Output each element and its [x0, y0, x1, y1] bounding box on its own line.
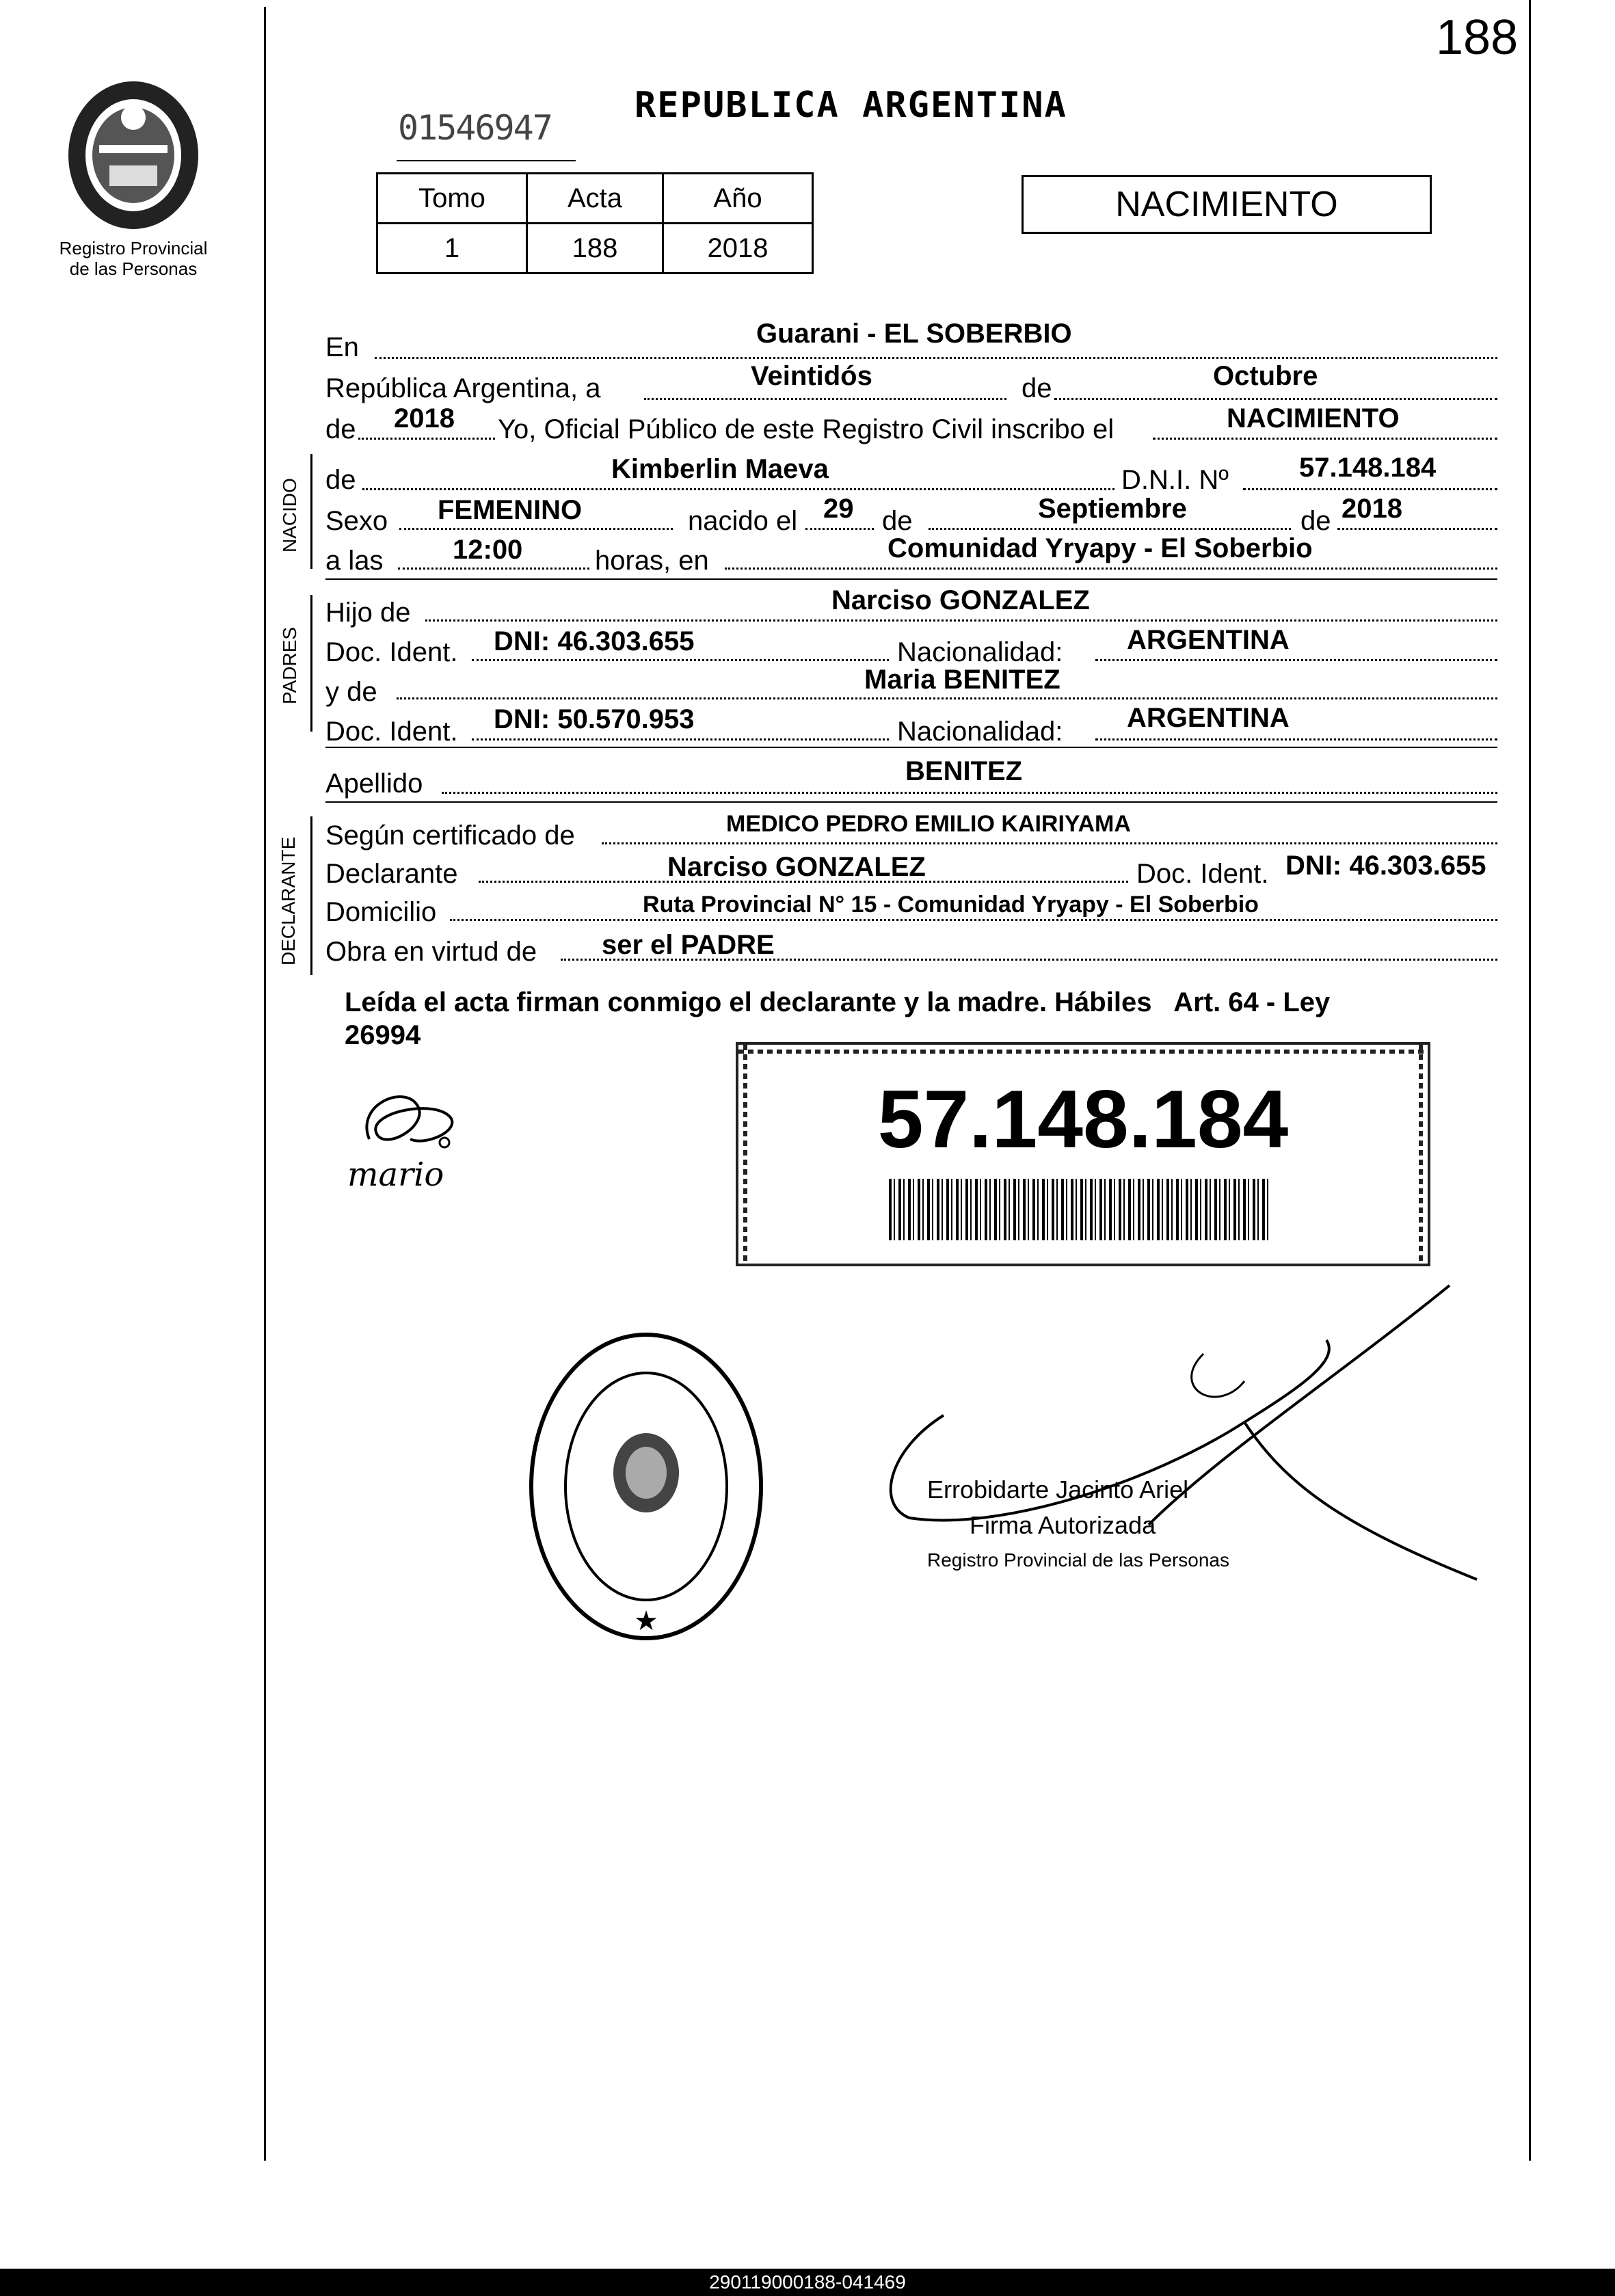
left-frame-line: [264, 7, 266, 2161]
inscription-month: Octubre: [1213, 361, 1318, 391]
birth-de-label2: de: [1300, 506, 1331, 536]
padres-separator: [325, 747, 1497, 748]
declarante-label: Declarante: [325, 859, 458, 889]
act-dots: [1153, 438, 1497, 440]
y-de-label: y de: [325, 677, 377, 707]
madre-doc-dots: [472, 738, 889, 740]
dni-barcode-label: [736, 1042, 1430, 1266]
hijo-de-label: Hijo de: [325, 598, 411, 628]
logo-caption-line2: de las Personas: [69, 258, 198, 279]
declarante-section-label: DECLARANTE: [278, 836, 299, 965]
declarante-bracket: [310, 816, 312, 975]
registry-seal: [526, 1329, 766, 1644]
apellido-value: BENITEZ: [905, 756, 1023, 786]
year-de-label: de: [325, 414, 356, 444]
sexo-dots: [399, 528, 673, 530]
table-header-anio: Año: [663, 174, 813, 224]
nacido-separator: [325, 578, 1497, 580]
birth-day: 29: [823, 494, 854, 524]
child-sexo: FEMENINO: [438, 495, 583, 525]
document-type-box: NACIMIENTO: [1022, 175, 1432, 234]
official-name: Errobidarte Jacinto Ariel: [927, 1476, 1189, 1504]
domicilio-value: Ruta Provincial N° 15 - Comunidad Yryapy - El Soberbio: [643, 892, 1259, 918]
nacido-bracket: [310, 454, 312, 569]
certificado-value: MEDICO PEDRO EMILIO KAIRIYAMA: [726, 811, 1131, 837]
place-label: En: [325, 332, 359, 362]
day-dots: [644, 398, 1006, 400]
oficial-text: Yo, Oficial Público de este Registro Civil inscribo el: [498, 414, 1115, 444]
name-dots: [362, 488, 1115, 490]
padre-nac-label: Nacionalidad:: [897, 637, 1063, 667]
apellido-label: Apellido: [325, 769, 423, 799]
birth-place: Comunidad Yryapy - El Soberbio: [887, 533, 1313, 563]
birth-de-label: de: [882, 506, 913, 536]
obra-value: ser el PADRE: [602, 930, 775, 960]
nacido-de-label: de: [325, 465, 356, 495]
footer-code: 290119000188-041469: [0, 2269, 1615, 2296]
place-dots: [375, 357, 1497, 359]
table-header-acta: Acta: [527, 174, 663, 224]
padre-doc-label: Doc. Ident.: [325, 637, 458, 667]
mother-doc: DNI: 50.570.953: [494, 704, 695, 734]
lugar-dots: [725, 568, 1497, 570]
child-dni: 57.148.184: [1299, 453, 1437, 483]
closing-text-line2: 26994: [345, 1020, 421, 1050]
logo-caption-line1: Registro Provincial: [59, 238, 208, 258]
inscription-act: NACIMIENTO: [1227, 403, 1400, 433]
header-title: REPUBLICA ARGENTINA: [635, 85, 1067, 126]
declarante-name: Narciso GONZALEZ: [667, 852, 926, 882]
declarante-doc: DNI: 46.303.655: [1285, 851, 1486, 881]
official-title: Firma Autorizada: [970, 1511, 1156, 1539]
apellido-separator: [325, 801, 1497, 803]
child-name: Kimberlin Maeva: [611, 454, 829, 484]
birth-month: Septiembre: [1038, 494, 1187, 524]
year-dots: [358, 438, 495, 440]
hora-dots: [398, 568, 589, 570]
birth-day-dots: [805, 528, 874, 530]
inscription-day: Veintidós: [751, 361, 872, 391]
month-dots: [1054, 398, 1497, 400]
mother-name: Maria BENITEZ: [864, 665, 1060, 695]
left-signature-text: mario: [347, 1156, 444, 1194]
birth-hour: 12:00: [453, 535, 523, 565]
padre-dots: [425, 619, 1497, 622]
page-number: 188: [1436, 10, 1519, 65]
madre-dots: [397, 697, 1497, 699]
svg-text:★: ★: [634, 1605, 658, 1637]
padres-section-label: PADRES: [279, 626, 300, 704]
right-frame-line: [1529, 0, 1531, 2161]
republica-label: República Argentina, a: [325, 373, 601, 403]
father-nationality: ARGENTINA: [1127, 625, 1290, 655]
table-value-acta: 188: [527, 224, 663, 273]
official-org: Registro Provincial de las Personas: [927, 1549, 1229, 1571]
domicilio-label: Domicilio: [325, 897, 437, 927]
father-doc: DNI: 46.303.655: [494, 626, 695, 656]
sexo-label: Sexo: [325, 506, 388, 536]
horas-en-label: horas, en: [595, 546, 709, 576]
madre-nac-dots: [1095, 738, 1497, 740]
date-de-label: de: [1022, 373, 1052, 403]
madre-nac-label: Nacionalidad:: [897, 717, 1063, 747]
certificado-dots: [602, 842, 1497, 844]
province-logo-icon: [62, 77, 205, 234]
dni-label: D.N.I. Nº: [1121, 465, 1229, 495]
apellido-dots: [442, 792, 1497, 794]
padre-nac-dots: [1095, 659, 1497, 661]
seal-stamp-icon: [526, 1329, 766, 1644]
declarante-doc-label: Doc. Ident.: [1136, 859, 1269, 889]
serial-number: 01546947: [398, 108, 552, 148]
dni-dots: [1243, 488, 1497, 490]
birth-month-dots: [929, 528, 1291, 530]
birth-year-dots: [1337, 528, 1497, 530]
inscription-year: 2018: [394, 403, 455, 433]
place-value: Guarani - EL SOBERBIO: [756, 319, 1072, 349]
table-value-anio: 2018: [663, 224, 813, 273]
province-logo: [62, 77, 205, 234]
certificado-label: Según certificado de: [325, 820, 575, 851]
barcode-number: 57.148.184: [877, 1073, 1289, 1165]
barcode-bars: [889, 1179, 1272, 1240]
mother-nationality: ARGENTINA: [1127, 703, 1290, 733]
closing-text-line1: Leída el acta firman conmigo el declarante y la madre. Hábiles Art. 64 - Ley: [345, 987, 1331, 1017]
registry-table: [376, 172, 814, 274]
domicilio-dots: [450, 919, 1497, 921]
table-value-tomo: 1: [377, 224, 527, 273]
padre-doc-dots: [472, 659, 889, 661]
nacido-el-label: nacido el: [688, 506, 798, 536]
padres-bracket: [310, 595, 312, 732]
father-name: Narciso GONZALEZ: [831, 585, 1090, 615]
birth-year: 2018: [1342, 494, 1402, 524]
serial-underline: [397, 160, 576, 161]
table-header-tomo: Tomo: [377, 174, 527, 224]
obra-label: Obra en virtud de: [325, 937, 537, 967]
nacido-section-label: NACIDO: [279, 478, 300, 552]
madre-doc-label: Doc. Ident.: [325, 717, 458, 747]
hora-label: a las: [325, 546, 384, 576]
